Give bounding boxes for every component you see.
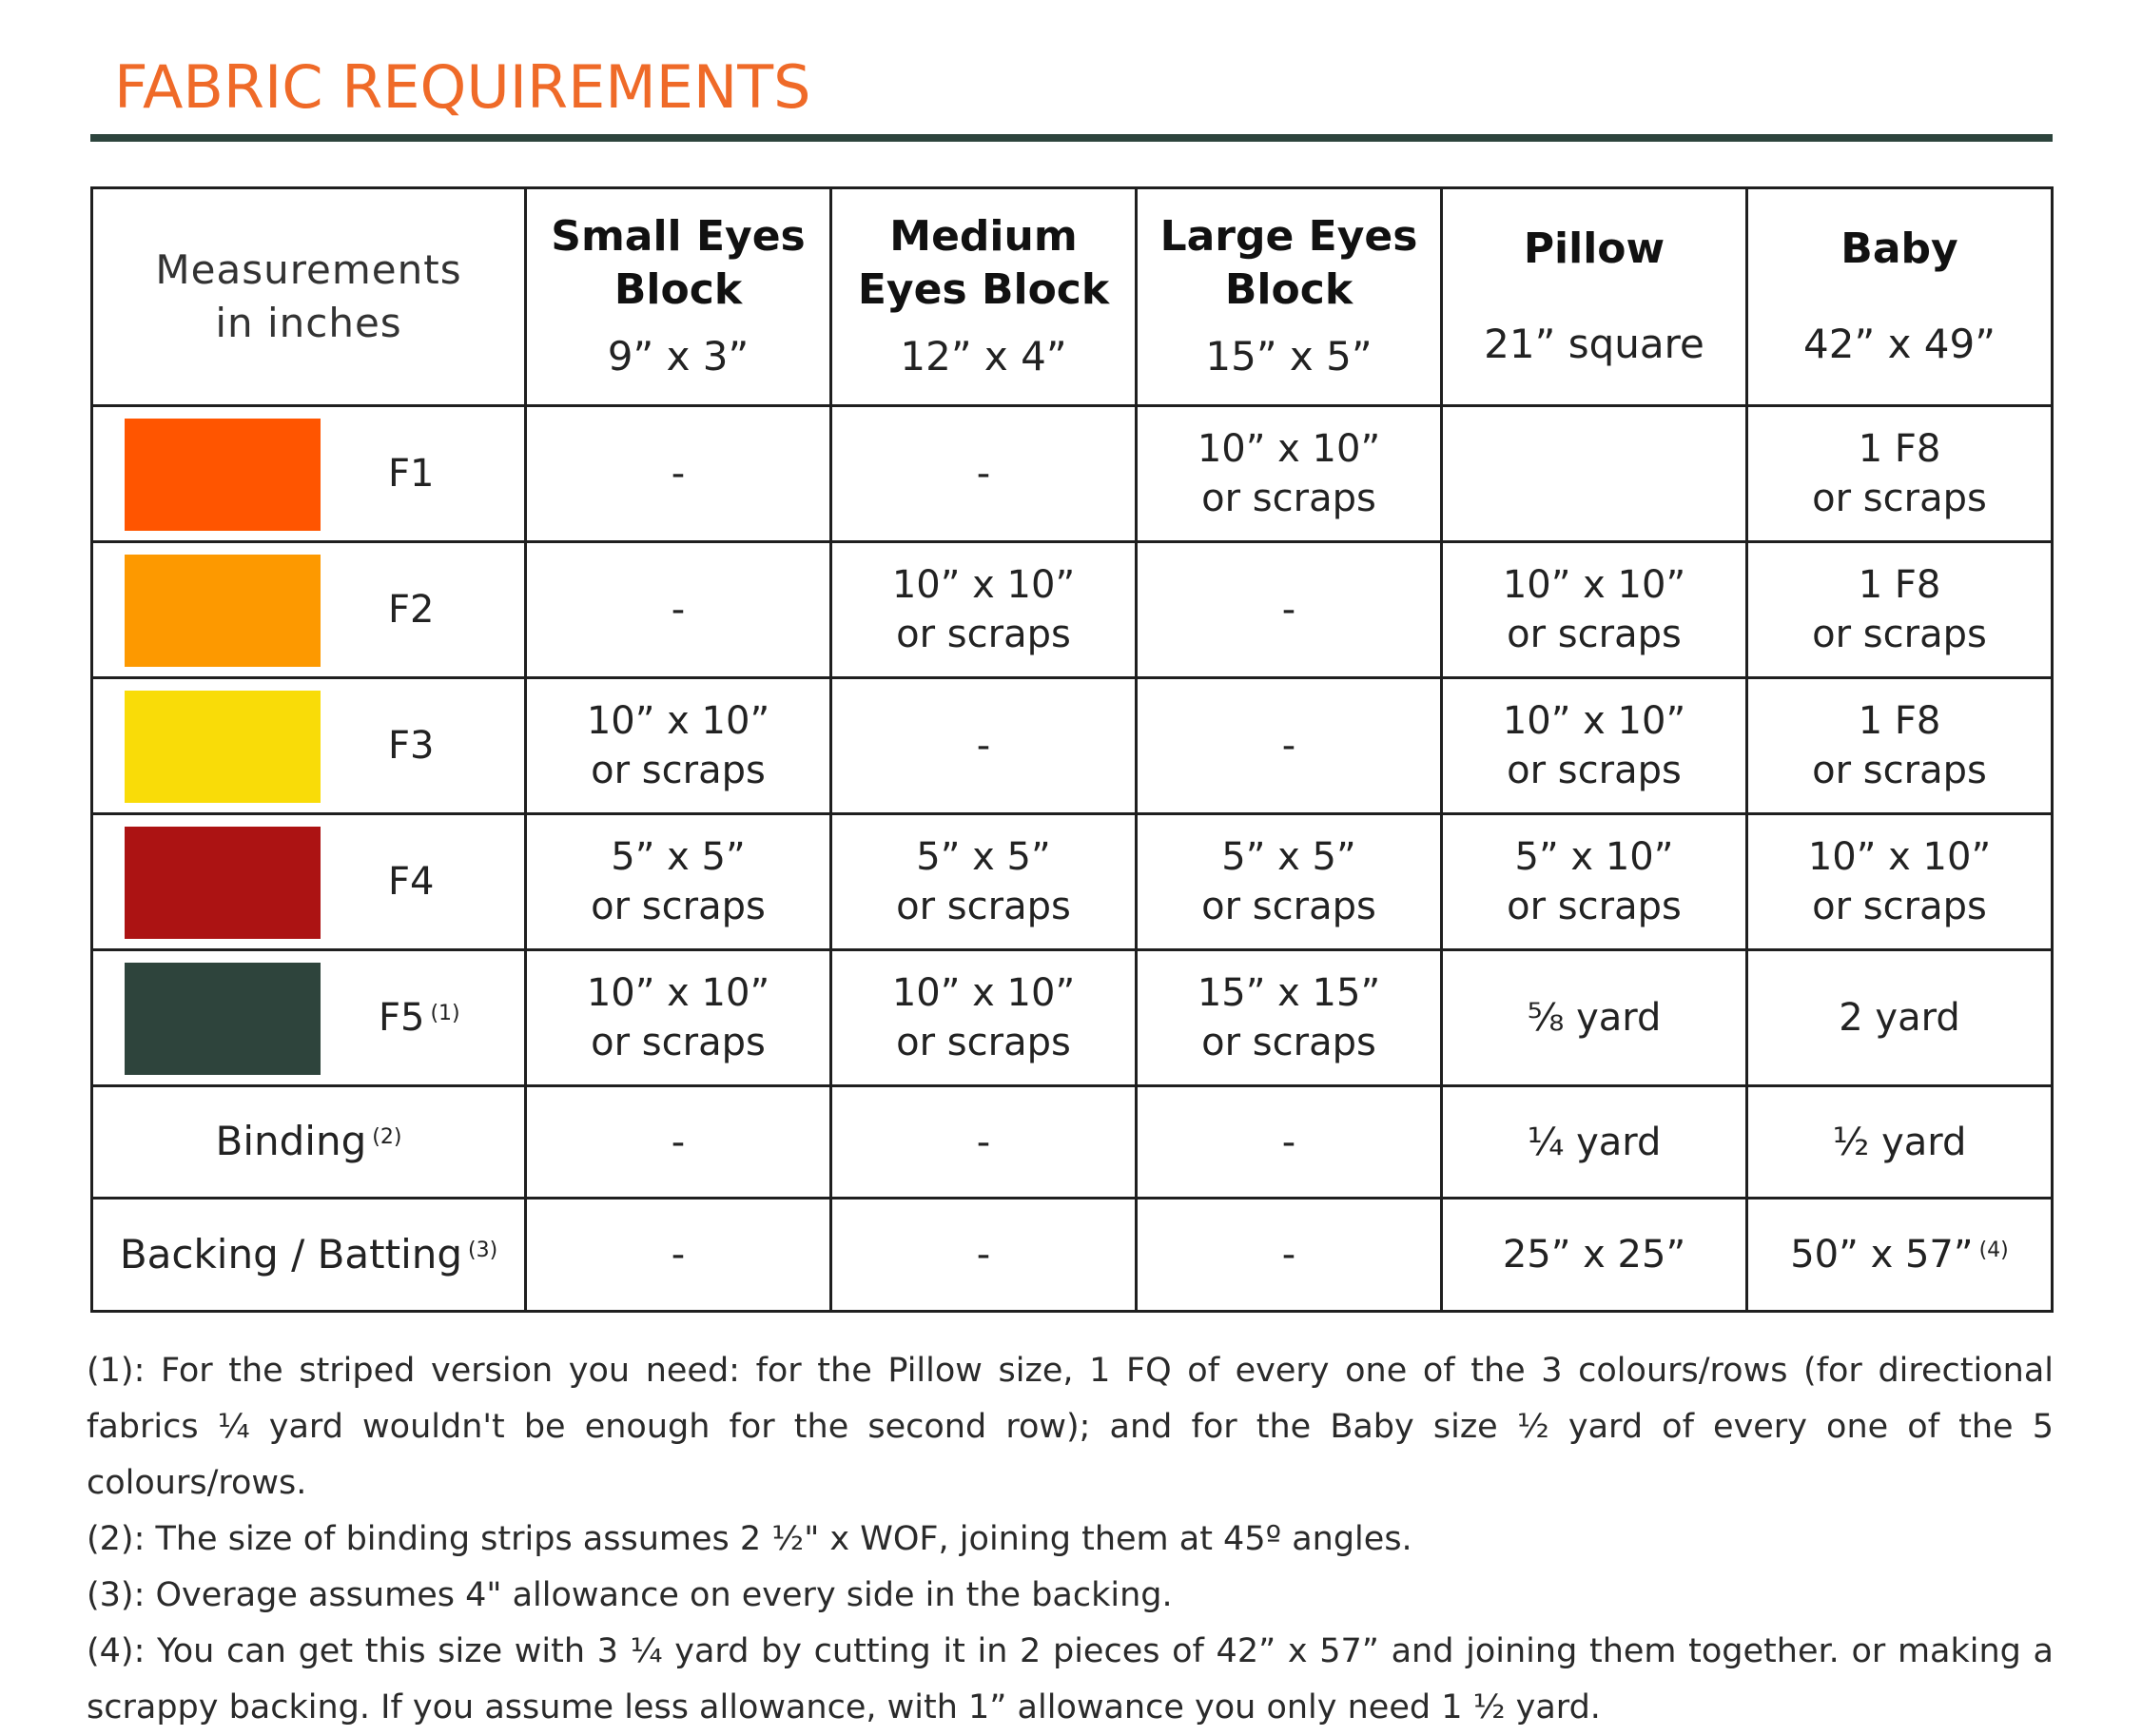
table-cell: - (526, 1199, 831, 1312)
cell-value: 50” x 57” (1790, 1233, 1974, 1277)
cell-line2: or scraps (896, 613, 1071, 656)
table-row-f5 (92, 950, 2053, 1086)
cell-line2: or scraps (1201, 477, 1376, 520)
measurements-label-line1: Measurements (155, 246, 462, 293)
table-row-backing (92, 1199, 2053, 1312)
fabric-swatch-f1 (125, 419, 321, 531)
cell-line1: - (671, 588, 686, 632)
cell-line1: 15” x 15” (1197, 971, 1381, 1015)
cell-line1: 5” x 5” (611, 835, 746, 879)
footnote-1: (1): For the striped version you need: for the Pillow size, 1 FQ of every one of the 3 colours/rows (for directional fabrics ¼ yard wouldn't be enough for the second row); and for the Baby size ½ yard of every one of the 5 colours/rows. (87, 1352, 2054, 1502)
cell-line2: or scraps (1812, 749, 1987, 792)
row-label-cell (92, 1199, 526, 1312)
footnote-4: (4): You can get this size with 3 ¼ yard by cutting it in 2 pieces of 42” x 57” and joining them together. or making a scrappy backing. If you assume less allowance, with 1” allowance you only need 1 ½ yard. (87, 1632, 2054, 1726)
table-cell (1442, 406, 1747, 542)
column-name-line2: Block (613, 265, 743, 314)
table-cell (1747, 814, 2053, 950)
cell-line1: ⅝ yard (1527, 996, 1662, 1040)
table-row-f3 (92, 678, 2053, 814)
column-dimensions: 15” x 5” (1205, 333, 1373, 380)
row-label-cell (92, 1086, 526, 1199)
cell-line2: or scraps (1507, 749, 1682, 792)
column-name-line2: Block (1224, 265, 1353, 314)
table-header-row (92, 188, 2053, 406)
table-cell (1747, 678, 2053, 814)
column-dimensions: 9” x 3” (607, 333, 750, 380)
cell-line2: or scraps (591, 885, 766, 928)
table-cell: - (1137, 1199, 1442, 1312)
column-name-line1: Pillow (1523, 224, 1665, 273)
fabric-label (388, 815, 434, 948)
table-row-f4 (92, 814, 2053, 950)
table-cell (1137, 678, 1442, 814)
cell-line1: 1 F8 (1858, 563, 1941, 607)
cell-line1: 1 F8 (1858, 699, 1941, 743)
cell-line1: 10” x 10” (1502, 563, 1686, 607)
measurements-header (92, 188, 526, 406)
table-cell (1442, 950, 1747, 1086)
cell-line1: - (1281, 588, 1296, 632)
column-header-pillow (1442, 188, 1747, 406)
footnote-marker: (1) (430, 1002, 460, 1025)
column-header-large-eyes (1137, 188, 1442, 406)
table-cell (831, 950, 1137, 1086)
table-row-f1 (92, 406, 2053, 542)
fabric-swatch-f4 (125, 827, 321, 939)
cell-line2: or scraps (1812, 477, 1987, 520)
table-row-f2 (92, 542, 2053, 678)
fabric-label-cell (92, 406, 526, 542)
table-cell (831, 678, 1137, 814)
fabric-label-cell (92, 814, 526, 950)
fabric-label (388, 407, 434, 540)
table-cell: - (831, 1199, 1137, 1312)
table-cell (1137, 814, 1442, 950)
column-dimensions: 42” x 49” (1803, 321, 1996, 367)
fabric-name: F3 (388, 724, 435, 768)
cell-line2: or scraps (1507, 885, 1682, 928)
fabric-label (379, 951, 460, 1084)
cell-line1: 10” x 10” (1502, 699, 1686, 743)
table-cell (1442, 678, 1747, 814)
table-cell (1442, 542, 1747, 678)
footnote-3: (3): Overage assumes 4" allowance on every side in the backing. (87, 1576, 1173, 1614)
cell-line1: - (976, 452, 991, 496)
footnote-marker: (3) (468, 1238, 498, 1262)
fabric-label (388, 543, 434, 676)
table-cell (1747, 1199, 2053, 1312)
cell-line1: 10” x 10” (1197, 427, 1381, 471)
table-cell (1137, 406, 1442, 542)
table-cell (1442, 814, 1747, 950)
table-cell: ¼ yard (1442, 1086, 1747, 1199)
row-label-backing: Backing / Batting (119, 1230, 463, 1278)
footnote-marker: (2) (372, 1125, 402, 1149)
table-cell (1137, 542, 1442, 678)
table-cell (526, 406, 831, 542)
cell-line1: 5” x 5” (1221, 835, 1356, 879)
cell-line1: 10” x 10” (891, 563, 1076, 607)
fabric-swatch-f2 (125, 555, 321, 667)
column-header-small-eyes (526, 188, 831, 406)
column-name-line1: Baby (1840, 224, 1958, 273)
fabric-label (388, 679, 434, 812)
footnote-2: (2): The size of binding strips assumes 2 ½" x WOF, joining them at 45º angles. (87, 1520, 1412, 1558)
column-name-line1: Medium (889, 212, 1078, 261)
table-cell: 25” x 25” (1442, 1199, 1747, 1312)
measurements-label-line2: in inches (215, 300, 402, 346)
fabric-label-cell (92, 542, 526, 678)
fabric-name: F5 (379, 996, 425, 1040)
footnote-marker: (4) (1978, 1239, 2009, 1262)
table-row-binding (92, 1086, 2053, 1199)
page-title: FABRIC REQUIREMENTS (114, 52, 811, 122)
cell-line1: - (671, 452, 686, 496)
cell-line2: or scraps (896, 885, 1071, 928)
row-label-binding: Binding (215, 1118, 367, 1164)
fabric-requirements-table (90, 186, 2054, 1313)
cell-line2: or scraps (1812, 885, 1987, 928)
cell-line1: 1 F8 (1858, 427, 1941, 471)
fabric-swatch-f3 (125, 691, 321, 803)
cell-line1: 10” x 10” (586, 971, 770, 1015)
fabric-name: F2 (388, 588, 435, 632)
cell-line2: or scraps (896, 1021, 1071, 1064)
fabric-name: F4 (388, 860, 435, 904)
fabric-name: F1 (388, 452, 435, 496)
column-dimensions: 21” square (1484, 321, 1704, 367)
column-name-line1: Small Eyes (551, 212, 806, 261)
table-cell (1747, 406, 2053, 542)
table-cell (831, 406, 1137, 542)
cell-line1: - (1281, 724, 1296, 768)
cell-line2: or scraps (1201, 1021, 1376, 1064)
cell-line2: or scraps (1812, 613, 1987, 656)
table-cell (526, 542, 831, 678)
table-cell (526, 814, 831, 950)
column-dimensions: 12” x 4” (900, 333, 1067, 380)
cell-line1: 2 yard (1839, 996, 1960, 1040)
fabric-label-cell (92, 950, 526, 1086)
cell-line2: or scraps (1507, 613, 1682, 656)
column-name-line2: Eyes Block (857, 265, 1110, 314)
cell-line1: 5” x 10” (1514, 835, 1674, 879)
cell-line2: or scraps (591, 1021, 766, 1064)
column-header-medium-eyes (831, 188, 1137, 406)
table-cell (1747, 542, 2053, 678)
table-cell (1137, 950, 1442, 1086)
fabric-label-cell (92, 678, 526, 814)
table-cell (831, 814, 1137, 950)
cell-line1: 10” x 10” (586, 699, 770, 743)
table-cell: - (526, 1086, 831, 1199)
table-cell: ½ yard (1747, 1086, 2053, 1199)
cell-line1: 5” x 5” (916, 835, 1051, 879)
table-cell: - (831, 1086, 1137, 1199)
table-cell (526, 950, 831, 1086)
cell-line2: or scraps (591, 749, 766, 792)
cell-line2: or scraps (1201, 885, 1376, 928)
cell-line1: - (976, 724, 991, 768)
fabric-swatch-f5 (125, 963, 321, 1075)
column-header-baby (1747, 188, 2053, 406)
table-cell: - (1137, 1086, 1442, 1199)
table-cell (1747, 950, 2053, 1086)
cell-line1: 10” x 10” (891, 971, 1076, 1015)
cell-line1: 10” x 10” (1807, 835, 1992, 879)
footnotes (87, 1343, 2054, 1736)
column-name-line1: Large Eyes (1159, 212, 1418, 261)
table-cell (526, 678, 831, 814)
title-rule (90, 134, 2053, 142)
table-cell (831, 542, 1137, 678)
